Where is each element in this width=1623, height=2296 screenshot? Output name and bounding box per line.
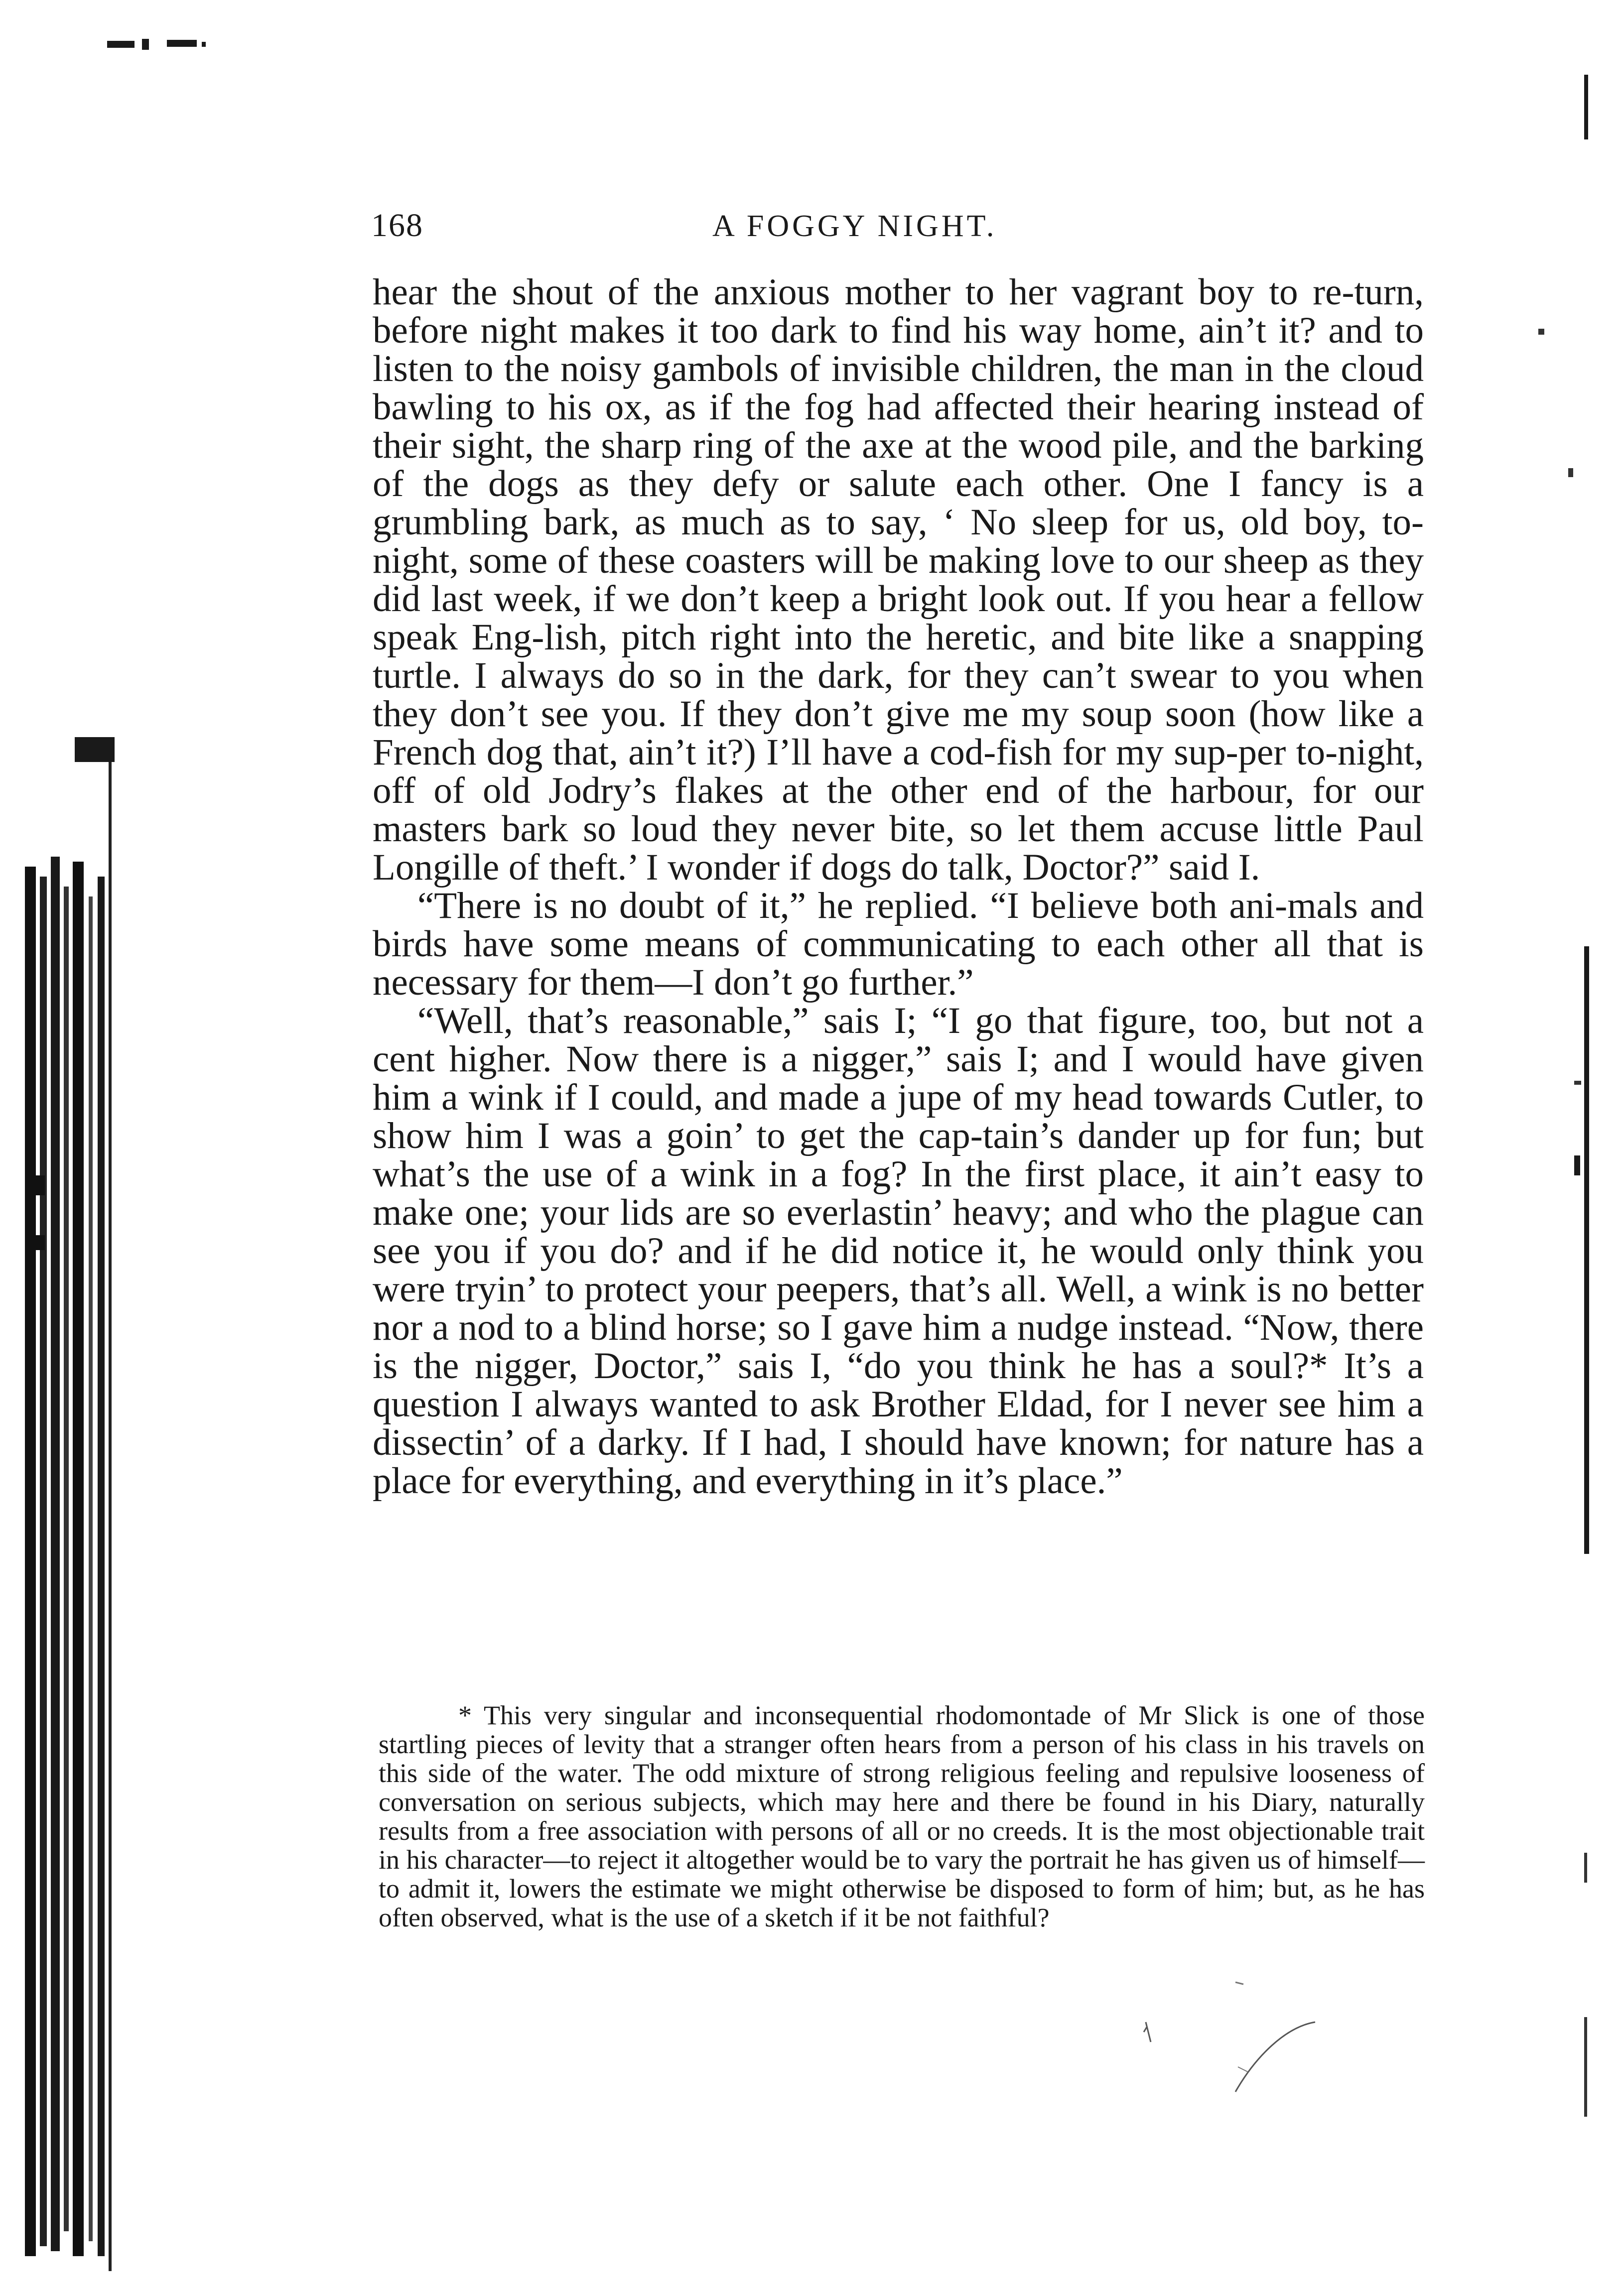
scan-artifact-top [107, 35, 271, 55]
body-text [373, 273, 1424, 1500]
paragraph-continued: hear the shout of the anxious mother to her vagrant boy to re-turn, before night makes it too dark to find his way home, ain’t it? and to listen to the noisy gambols of invisible children, the man in the cloud bawling to his ox, as if the fog had affected their hearing instead of their sight, the sharp ring of the axe at the wood pile, and the barking of the dogs as they defy or salute each other. One I fancy is a grumbling bark, as much as to say, ‘ No sleep for us, old boy, to-night, some of these coasters will be making love to our sheep as they did last week, if we don’t keep a bright look out. If you hear a fellow speak Eng-lish, pitch right into the heretic, and bite like a snapping turtle. I always do so in the dark, for they can’t swear to you when they don’t see you. If they don’t give me my soup soon (how like a French dog that, ain’t it?) I’ll have a cod-fish for my sup-per to-night, off of old Jodry’s flakes at the other end of the harbour, for our masters bark so loud they never bite, so let them accuse little Paul Longille of theft.’ I wonder if dogs do talk, Doctor?” said I. [373, 271, 1424, 888]
paragraph: “There is no doubt of it,” he replied. “I believe both ani-mals and birds have some means of communicating to each other all that is necessary for them—I don’t go further.” [373, 885, 1424, 1003]
page-number: 168 [371, 207, 423, 244]
pencil-scribble [1136, 1967, 1395, 2107]
paragraph: “Well, that’s reasonable,” sais I; “I go that figure, too, but not a cent higher. Now there is a nigger,” sais I; and I would have given him a wink if I could, and made a jupe of my head towards Cutler, to show him I was a goin’ to get the cap-tain’s dander up for fun; but what’s the use of a wink in a fog? In the first place, it ain’t easy to make one; your lids are so everlastin’ heavy; and who the plague can see you if you do? and if he did notice it, he would only think you were tryin’ to protect your peepers, that’s all. Well, a wink is no better nor a nod to a blind horse; so I gave him a nudge instead. “Now, there is the nigger, Doctor,” sais I, “do you think he has a soul?* It’s a question I always wanted to ask Brother Eldad, for I never see him a dissectin’ of a darky. If I had, I should have known; for nature has a place for everything, and everything in it’s place.” [373, 1000, 1424, 1502]
binding-shadow [25, 737, 125, 2271]
page-header [371, 207, 1372, 261]
right-margin-marks [1534, 0, 1623, 2296]
footnote [379, 1701, 1425, 1932]
running-title: A FOGGY NIGHT. [712, 209, 997, 243]
footnote-text: * This very singular and inconsequential rhodomontade of Mr Slick is one of those startling pieces of levity that a stranger often hears from a person of his class in his travels on this side of the water. The odd mixture of strong religious feeling and repulsive looseness of conversation on serious subjects, which may here and there be found in his Diary, naturally results from a free association with persons of all or no creeds. It is the most objectionable trait in his character—to reject it altogether would be to vary the portrait he has given us of himself—to admit it, lowers the estimate we might otherwise be disposed to form of him; but, as he has often observed, what is the use of a sketch if it be not faithful? [379, 1700, 1425, 1932]
